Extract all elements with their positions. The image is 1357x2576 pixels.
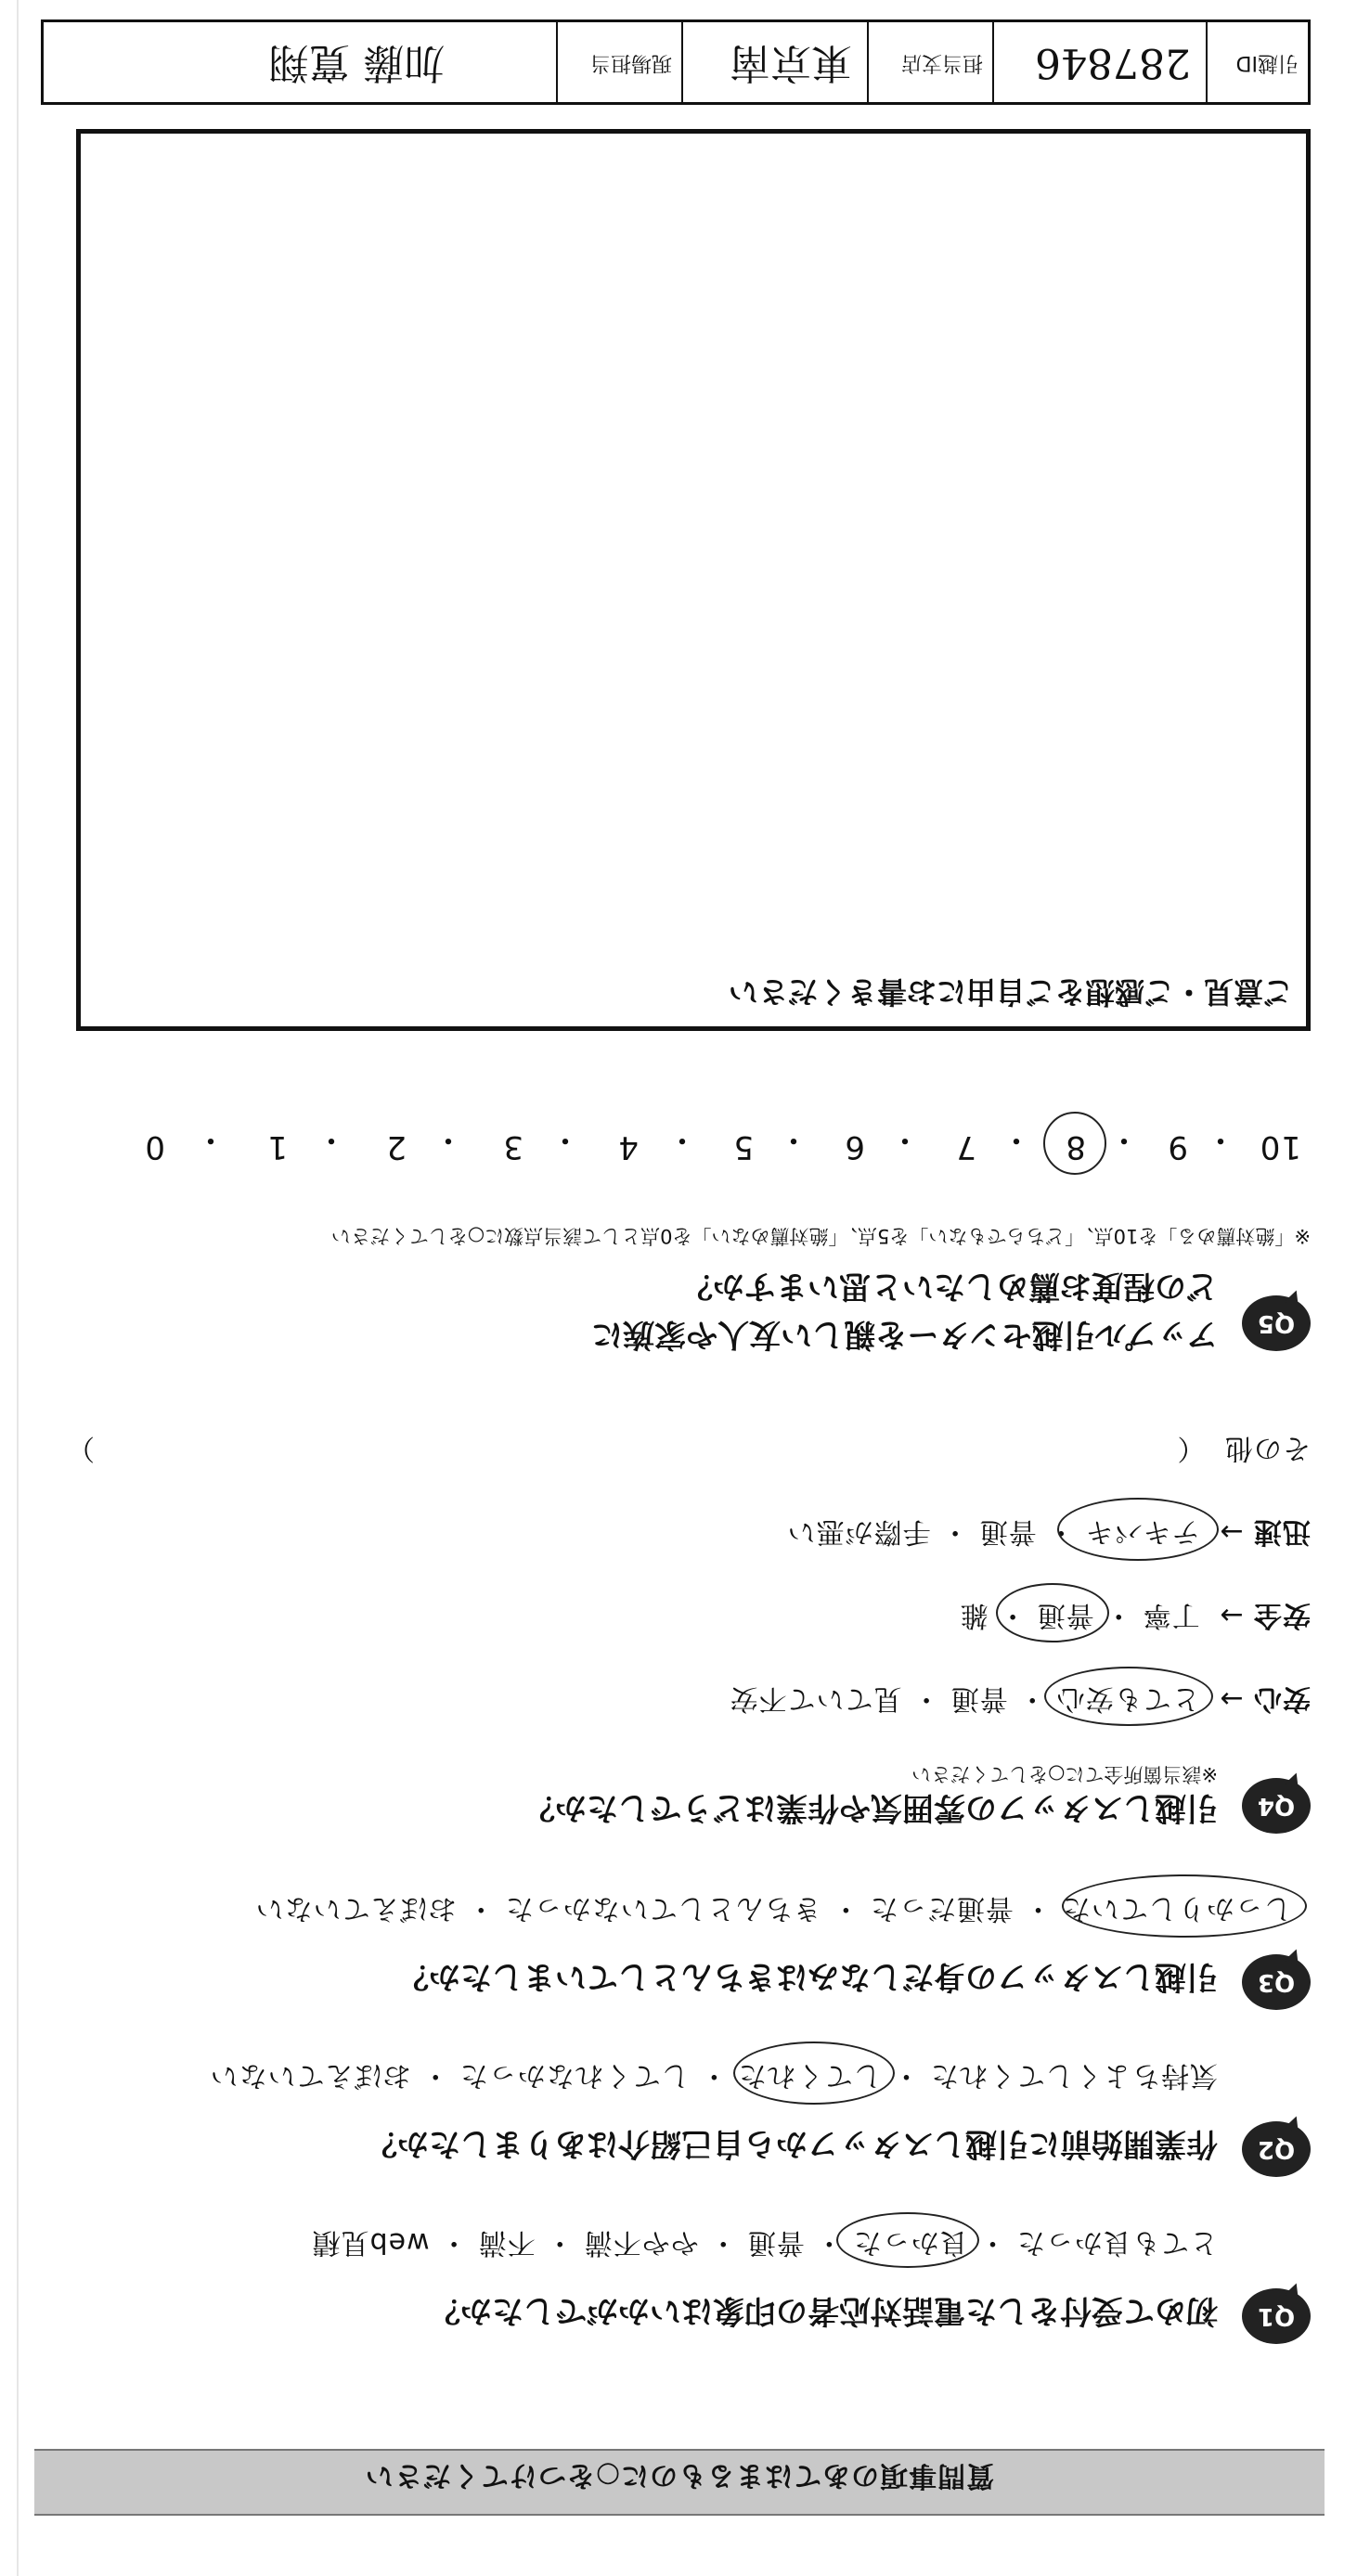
q4-option[interactable]: 普通	[978, 1515, 1037, 1548]
leader-label-cell	[556, 22, 681, 102]
q3-option[interactable]: おぼえていない	[254, 1892, 457, 1925]
q4-row-label: 安全	[1253, 1599, 1311, 1631]
q3-option[interactable]: きちんとしていなかった	[504, 1892, 821, 1925]
q5-score[interactable]: 1	[266, 1128, 288, 1166]
free-comment-value[interactable]	[94, 147, 1293, 961]
q5-selection-circle	[1043, 1112, 1106, 1175]
q5-score[interactable]: 3	[502, 1128, 523, 1166]
question-5	[67, 1054, 1311, 1360]
free-comment-title: ご意見・ご感想をご自由にお書きください	[728, 974, 1293, 1010]
q5-score[interactable]: 4	[617, 1128, 639, 1166]
q1-option[interactable]: やや不満	[583, 2226, 699, 2259]
q2-options: 気持ちよくしてくれた ・ してくれた ・ してくれなかった ・ おぼえていない	[210, 2058, 1218, 2099]
q4-option-selected[interactable]: とても安心	[1056, 1682, 1200, 1715]
move-id-label-cell	[1206, 22, 1308, 102]
branch-label: 担当支店	[900, 51, 983, 74]
q4-row-jinsoku: 迅速 → テキパキ ・ 普通 ・ 手際が悪い	[787, 1514, 1311, 1555]
branch-label-cell	[867, 22, 992, 102]
move-id-value: 287846	[1035, 39, 1191, 86]
q2-badge: Q2	[1242, 2121, 1311, 2177]
q1-option-selected[interactable]: 良かった	[853, 2226, 968, 2259]
leader-value: 加藤 寛翔	[268, 39, 445, 86]
q3-option-selected[interactable]: しっかりしていた	[1062, 1892, 1292, 1925]
q4-option[interactable]: 普通	[950, 1682, 1008, 1715]
q1-option[interactable]: web見積	[311, 2226, 430, 2259]
q2-selection-circle	[733, 2041, 895, 2105]
q4-option[interactable]: 手際が悪い	[786, 1515, 931, 1548]
q4-other-label: その他	[1224, 1432, 1311, 1464]
q5-score[interactable]: 0	[144, 1128, 165, 1166]
scan-edge-line	[17, 0, 19, 2576]
q1-text: 初めて受付をした電話対応者の印象はいかがでしたか？	[429, 2292, 1218, 2329]
q4-note: ※該当箇所全てに○をしてください	[911, 1763, 1218, 1785]
question-3	[67, 1871, 1311, 2010]
q4-selection-circle	[1057, 1498, 1219, 1561]
question-2	[67, 2038, 1311, 2177]
q3-options: しっかりしていた ・ 普通だった ・ きちんとしていなかった ・ おぼえていない	[255, 1891, 1292, 1932]
question-4	[67, 1370, 1311, 1834]
q4-selection-circle	[996, 1583, 1109, 1642]
staff-info-row	[41, 19, 1311, 105]
q2-option[interactable]: 気持ちよくしてくれた	[930, 2059, 1218, 2092]
q4-other	[67, 1431, 1311, 1472]
q2-option[interactable]: おぼえていない	[209, 2059, 411, 2092]
q2-option[interactable]: してくれなかった	[459, 2059, 690, 2092]
instruction-text: 質問事項のあてはまるものに○をつけてください	[364, 2459, 995, 2492]
q3-selection-circle	[1062, 1874, 1307, 1938]
q4-other-close: ）	[66, 1432, 95, 1464]
q4-row-label: 安心	[1253, 1682, 1311, 1715]
q4-option[interactable]: 雑	[959, 1599, 989, 1631]
q1-selection-circle	[836, 2212, 979, 2268]
q3-badge: Q3	[1242, 1954, 1311, 2010]
branch-value-cell[interactable]	[681, 22, 867, 102]
free-comment-box[interactable]	[76, 129, 1311, 1031]
q5-score[interactable]: 2	[385, 1128, 407, 1166]
leader-label: 現場担当	[589, 51, 672, 74]
q4-row-label: 迅速	[1253, 1515, 1311, 1548]
q5-score[interactable]: 6	[844, 1128, 865, 1166]
q2-option-selected[interactable]: してくれた	[738, 2059, 882, 2092]
q5-score[interactable]: 5	[732, 1128, 754, 1166]
q3-option[interactable]: 普通だった	[869, 1892, 1014, 1925]
q5-text-line2: どの程度お薦めしたいと思いますか？	[681, 1268, 1218, 1305]
move-id-label: 引越ID	[1235, 51, 1299, 74]
q4-other-open: （	[1176, 1432, 1206, 1464]
q5-score[interactable]: 9	[1167, 1128, 1188, 1166]
q1-option[interactable]: 不満	[477, 2226, 536, 2259]
leader-value-cell[interactable]	[44, 22, 556, 102]
move-id-value-cell[interactable]	[992, 22, 1206, 102]
q4-option[interactable]: 丁寧	[1142, 1599, 1200, 1631]
q4-badge: Q4	[1242, 1778, 1311, 1834]
q4-row-anzen: 安全 → 丁寧 ・ 普通 ・ 雑	[960, 1598, 1311, 1639]
q4-text: 引越しスタッフの雰囲気や作業はどうでしたか？	[523, 1789, 1218, 1826]
q5-note: ※「絶対薦める」を10点、「どちらでもない」を5点、「絶対薦めない」を0点として該当点数に○をしてください	[330, 1225, 1311, 1247]
q5-score[interactable]: 10	[1259, 1128, 1301, 1166]
q1-option[interactable]: とても良かった	[1016, 2226, 1218, 2259]
q4-option[interactable]: 見ていて不安	[729, 1682, 902, 1715]
question-1	[67, 2205, 1311, 2344]
q3-text: 引越しスタッフの身だしなみはきちんとしていましたか？	[397, 1958, 1218, 1995]
q5-text-line1: アップル引越センターを親しい友人や家族に	[591, 1316, 1218, 1353]
instruction-bar	[34, 2449, 1325, 2516]
q2-text: 作業開始前に引越しスタッフから自己紹介はありましたか？	[366, 2125, 1218, 2162]
q5-badge: Q5	[1242, 1295, 1311, 1351]
branch-value: 東京南	[730, 39, 852, 86]
q5-scale: 10 ・ 9 ・ 8 ・ 7 ・ 6 ・ 5 ・ 4 ・ 3 ・ 2 ・ 1 ・ 0	[85, 1119, 1311, 1166]
q1-option[interactable]: 普通	[746, 2226, 805, 2259]
q1-badge: Q1	[1242, 2288, 1311, 2344]
q4-row-anshin: 安心 → とても安心 ・ 普通 ・ 見ていて不安	[730, 1681, 1311, 1722]
q4-selection-circle	[1044, 1667, 1213, 1726]
q1-options: とても良かった ・ 良かった ・ 普通 ・ やや不満 ・ 不満 ・ web見積	[312, 2225, 1218, 2266]
q4-option-selected[interactable]: テキパキ	[1085, 1515, 1200, 1548]
q4-option-selected[interactable]: 普通	[1037, 1599, 1094, 1631]
q5-score[interactable]: 7	[955, 1128, 976, 1166]
